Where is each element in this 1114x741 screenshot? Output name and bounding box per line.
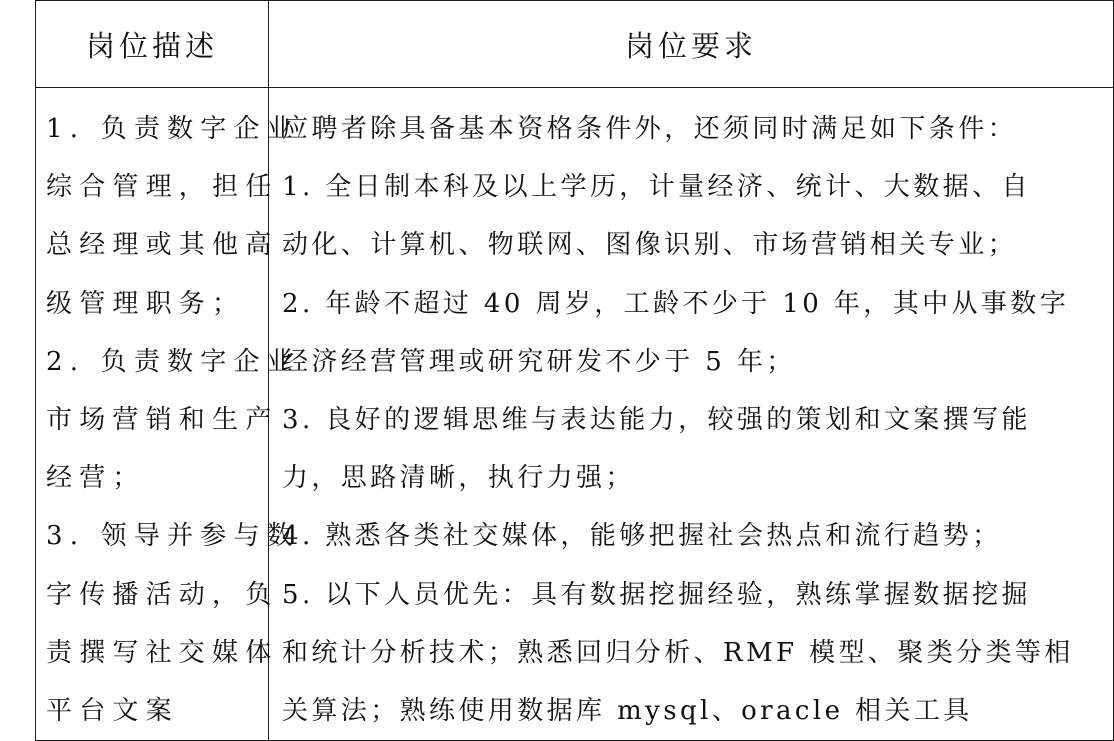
header-job-description: 岗位描述 [36,1,269,88]
description-line: 字传播活动，负 [46,579,279,610]
job-posting-table [35,0,1114,741]
requirement-line: 和统计分析技术；熟悉回归分析、RMF 模型、聚类分类等相 [282,637,1074,668]
job-description-cell [36,88,300,741]
requirement-line: 力，思路清晰，执行力强； [282,463,635,494]
job-requirements-cell [269,88,1114,741]
description-line: 总经理或其他高 [46,230,279,261]
description-line: 1. 负责数字企业 [46,114,300,144]
description-line: 综合管理，担任 [46,172,279,203]
requirement-line: 关算法；熟练使用数据库 mysql、oracle 相关工具 [282,696,973,727]
requirement-line: 动化、计算机、物联网、图像识别、市场营销相关专业； [282,230,1018,261]
requirement-line: 2. 年龄不超过 40 周岁，工龄不少于 10 年，其中从事数字 [282,288,1070,319]
job-description-text [36,88,300,740]
header-job-requirements: 岗位要求 [269,1,1114,88]
description-line: 责撰写社交媒体 [46,637,279,668]
table-header-row [36,1,1114,88]
description-line: 2. 负责数字企业 [46,346,300,377]
description-line: 经营； [46,463,146,494]
job-requirements-text [269,88,1113,740]
description-line: 级管理职务； [46,288,246,319]
requirement-line: 5. 以下人员优先：具有数据挖掘经验，熟练掌握数据挖掘 [282,579,1031,610]
description-line: 平台文案 [46,696,179,727]
description-line: 市场营销和生产 [46,405,279,436]
requirement-line: 4. 熟悉各类社交媒体，能够把握社会热点和流行趋势； [282,521,1002,552]
requirement-line: 1. 全日制本科及以上学历，计量经济、统计、大数据、自 [282,172,1031,203]
requirement-line: 应聘者除具备基本资格条件外，还须同时满足如下条件： [282,114,1018,144]
table-row [36,88,1114,741]
requirement-line: 3. 良好的逻辑思维与表达能力，较强的策划和文案撰写能 [282,405,1031,436]
requirement-line: 经济经营管理或研究研发不少于 5 年； [282,346,796,377]
description-line: 3. 领导并参与数 [46,521,300,552]
